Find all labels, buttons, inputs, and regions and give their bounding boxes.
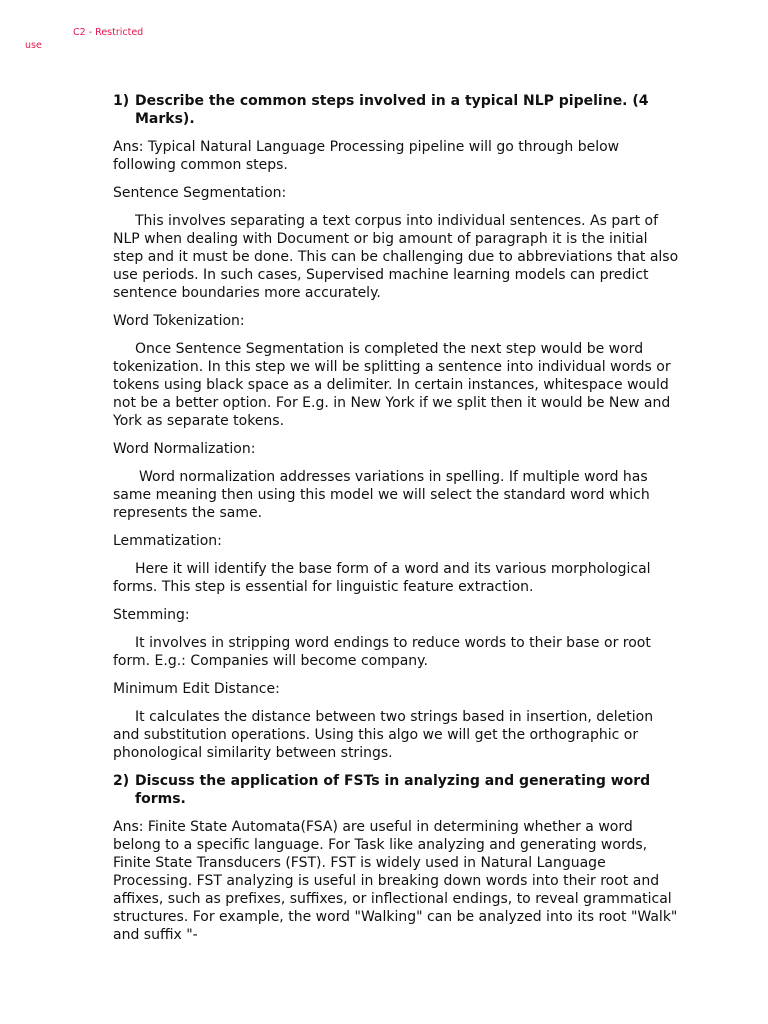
question-2: [113, 772, 679, 808]
section-heading-minimum-edit-distance: Minimum Edit Distance:: [113, 681, 280, 697]
section-heading-lemmatization: Lemmatization:: [113, 533, 222, 549]
question-2-number: 2): [113, 773, 130, 789]
classification-label-line1: C2 - Restricted: [73, 27, 144, 38]
section-heading-word-normalization: Word Normalization:: [113, 441, 256, 457]
section-text-word-normalization: Word normalization addresses variations in spelling. If multiple word has same meaning then using this model we will select the standard word which represents the same.: [113, 469, 650, 521]
classification-label-line2: use: [25, 40, 42, 51]
section-text-minimum-edit-distance: It calculates the distance between two strings based in insertion, deletion and substitution operations. Using this algo we will get the orthographic or phonological similarity between strings.: [113, 709, 654, 761]
section-heading-word-tokenization: Word Tokenization:: [113, 313, 245, 329]
question-2-text: Discuss the application of FSTs in analyzing and generating word forms.: [135, 773, 651, 807]
section-text-stemming: It involves in stripping word endings to reduce words to their base or root form. E.g.: Companies will become company.: [113, 635, 651, 669]
answer-1-intro: Ans: Typical Natural Language Processing pipeline will go through below following common steps.: [113, 139, 620, 173]
answer-2-text: Ans: Finite State Automata(FSA) are useful in determining whether a word belong to a specific language. For Task like analyzing and generating words, Finite State Transducers (FST). FST is widely used in Natural Language Processing. FST analyzing is useful in breaking down words into their root and affixes, such as prefixes, suffixes, or inflectional endings, to reveal grammatical structures. For example, the word "Walking" can be analyzed into its root "Walk" and suffix "-: [113, 819, 678, 943]
section-heading-stemming: Stemming:: [113, 607, 190, 623]
question-1-number: 1): [113, 93, 130, 109]
document-body: [113, 92, 679, 954]
section-text-word-tokenization: Once Sentence Segmentation is completed the next step would be word tokenization. In this step we will be splitting a sentence into individual words or tokens using black space as a delimiter. In certain instances, whitespace would not be a better option. For E.g. in New York if we split then it would be New and York as separate tokens.: [113, 341, 671, 429]
section-heading-sentence-segmentation: Sentence Segmentation:: [113, 185, 287, 201]
section-text-lemmatization: Here it will identify the base form of a word and its various morphological forms. This step is essential for linguistic feature extraction.: [113, 561, 651, 595]
section-text-sentence-segmentation: This involves separating a text corpus into individual sentences. As part of NLP when dealing with Document or big amount of paragraph it is the initial step and it must be done. This can be challenging due to abbreviations that also use periods. In such cases, Supervised machine learning models can predict sentence boundaries more accurately.: [113, 213, 679, 301]
question-1: [113, 92, 679, 128]
question-1-text: Describe the common steps involved in a typical NLP pipeline. (4 Marks).: [135, 93, 649, 127]
